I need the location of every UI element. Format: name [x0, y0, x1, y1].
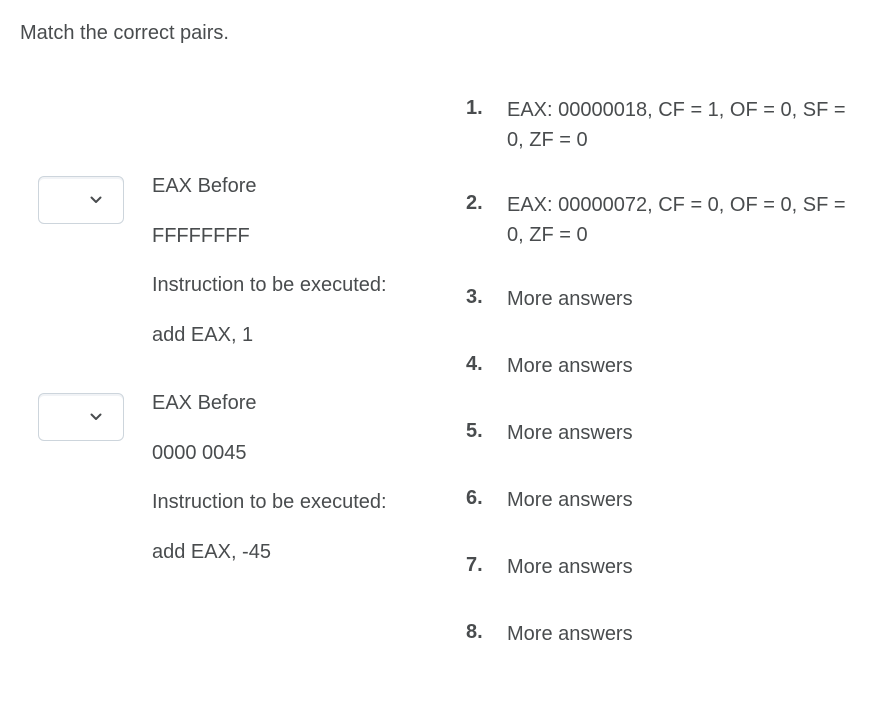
item-label: EAX Before [152, 392, 257, 414]
answer-number: 3. [466, 286, 483, 308]
chevron-down-icon [90, 413, 102, 421]
item-label: Instruction to be executed: [152, 491, 387, 513]
answer-text: More answers [507, 489, 633, 511]
item-label: EAX Before [152, 175, 257, 197]
match-select-1[interactable] [38, 176, 124, 224]
answer-text: More answers [507, 288, 633, 310]
item-value: 0000 0045 [152, 442, 247, 464]
answer-number: 2. [466, 192, 483, 214]
answer-number: 6. [466, 487, 483, 509]
item-value: add EAX, 1 [152, 324, 254, 346]
match-select-2[interactable] [38, 393, 124, 441]
item-value: add EAX, -45 [152, 541, 271, 563]
answer-text: More answers [507, 422, 633, 444]
question-instruction: Match the correct pairs. [20, 22, 229, 44]
answer-number: 7. [466, 554, 483, 576]
answer-number: 4. [466, 353, 483, 375]
answer-text: EAX: 00000018, CF = 1, OF = 0, SF = 0, ZF = 0 [507, 99, 846, 151]
answer-number: 5. [466, 420, 483, 442]
item-label: Instruction to be executed: [152, 274, 387, 296]
answer-text: EAX: 00000072, CF = 0, OF = 0, SF = 0, ZF = 0 [507, 194, 846, 246]
answer-text: More answers [507, 556, 633, 578]
answer-text: More answers [507, 623, 633, 645]
answer-number: 1. [466, 97, 483, 119]
answer-text: More answers [507, 355, 633, 377]
answer-number: 8. [466, 621, 483, 643]
chevron-down-icon [90, 196, 102, 204]
item-value: FFFFFFFF [152, 225, 250, 247]
